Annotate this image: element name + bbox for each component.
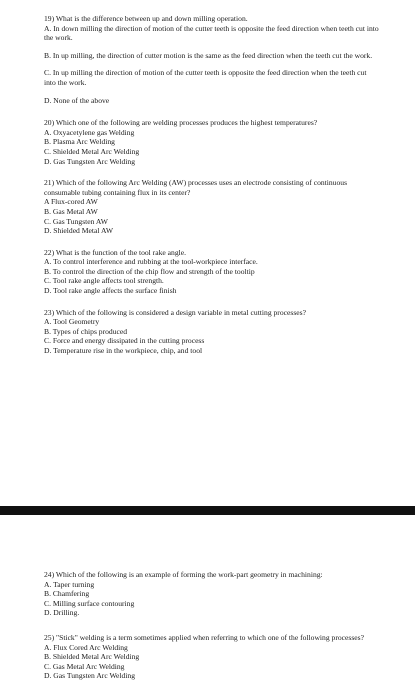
question-20 [44, 118, 379, 166]
question-24-option-c: C. Milling surface contouring [44, 598, 135, 608]
questions-section-top [44, 14, 379, 356]
questions-section-bottom [44, 570, 379, 681]
question-23-option-d: D. Temperature rise in the workpiece, chip, and tool [44, 346, 203, 356]
question-20-option-a: A. Oxyacetylene gas Welding [44, 127, 135, 137]
question-25-stem: 25) "Stick" welding is a term sometimes applied when referring to which one of the following processes? [44, 632, 364, 642]
question-24-stem: 24) Which of the following is an example of forming the work-part geometry in machining: [44, 570, 323, 579]
question-22-option-b: B. To control the direction of the chip flow and strength of the tooltip [44, 266, 255, 276]
question-20-option-c: C. Shielded Metal Arc Welding [44, 146, 140, 156]
question-23-option-a: A. Tool Geometry [44, 317, 100, 327]
question-23-option-c: C. Force and energy dissipated in the cutting process [44, 336, 205, 346]
question-23-option-b: B. Types of chips produced [44, 326, 128, 336]
question-25-option-c: C. Gas Metal Arc Welding [44, 661, 125, 671]
question-19-option-b: B. In up milling, the direction of cutter motion is the same as the feed direction when the teeth cut the work. [44, 50, 373, 60]
question-20-stem: 20) Which one of the following are welding processes produces the highest temperatures? [44, 118, 318, 128]
question-24 [44, 570, 379, 618]
question-22-option-d: D. Tool rake angle affects the surface finish [44, 286, 177, 296]
question-19-option-a: A. In down milling the direction of motion of the cutter teeth is opposite the feed direction when teeth cut into the work. [44, 23, 379, 43]
question-22-stem: 22) What is the function of the tool rake angle. [44, 247, 186, 257]
question-25-option-b: B. Shielded Metal Arc Welding [44, 652, 140, 662]
question-23 [44, 308, 379, 356]
question-21-option-b: B. Gas Metal AW [44, 206, 98, 216]
question-21-stem: 21) Which of the following Arc Welding (AW) processes uses an electrode consisting of continuous consumable tubing containing flux in its center? [44, 178, 348, 197]
question-19-option-d: D. None of the above [44, 95, 110, 105]
question-22 [44, 248, 379, 296]
question-25-option-a: A. Flux Cored Arc Welding [44, 642, 128, 652]
question-21-option-d: D. Shielded Metal AW [44, 226, 113, 236]
question-24-option-b: B. Chamfering [44, 589, 90, 599]
question-20-option-d: D. Gas Tungsten Arc Welding [44, 156, 136, 166]
question-20-option-b: B. Plasma Arc Welding [44, 137, 115, 147]
question-21-option-c: C. Gas Tungsten AW [44, 216, 108, 226]
question-19-stem: 19) What is the difference between up and down milling operation. [44, 14, 248, 23]
question-24-option-a: A. Taper turning [44, 579, 95, 589]
question-24-option-d: D. Drilling. [44, 608, 80, 618]
question-21 [44, 178, 379, 236]
question-23-stem: 23) Which of the following is considered a design variable in metal cutting processes? [44, 307, 306, 317]
question-25 [44, 633, 379, 681]
question-19 [44, 14, 379, 105]
question-25-option-d: D. Gas Tungsten Arc Welding [44, 671, 136, 681]
question-22-option-c: C. Tool rake angle affects tool strength. [44, 276, 164, 286]
question-19-option-c: C. In up milling the direction of motion of the cutter teeth is opposite the feed direction when the teeth cut into the work. [44, 68, 367, 87]
question-21-option-a: A Flux-cored AW [44, 197, 98, 207]
page-divider-bar [0, 506, 415, 515]
question-22-option-a: A. To control interference and rubbing at the tool-workpiece interface. [44, 257, 258, 267]
